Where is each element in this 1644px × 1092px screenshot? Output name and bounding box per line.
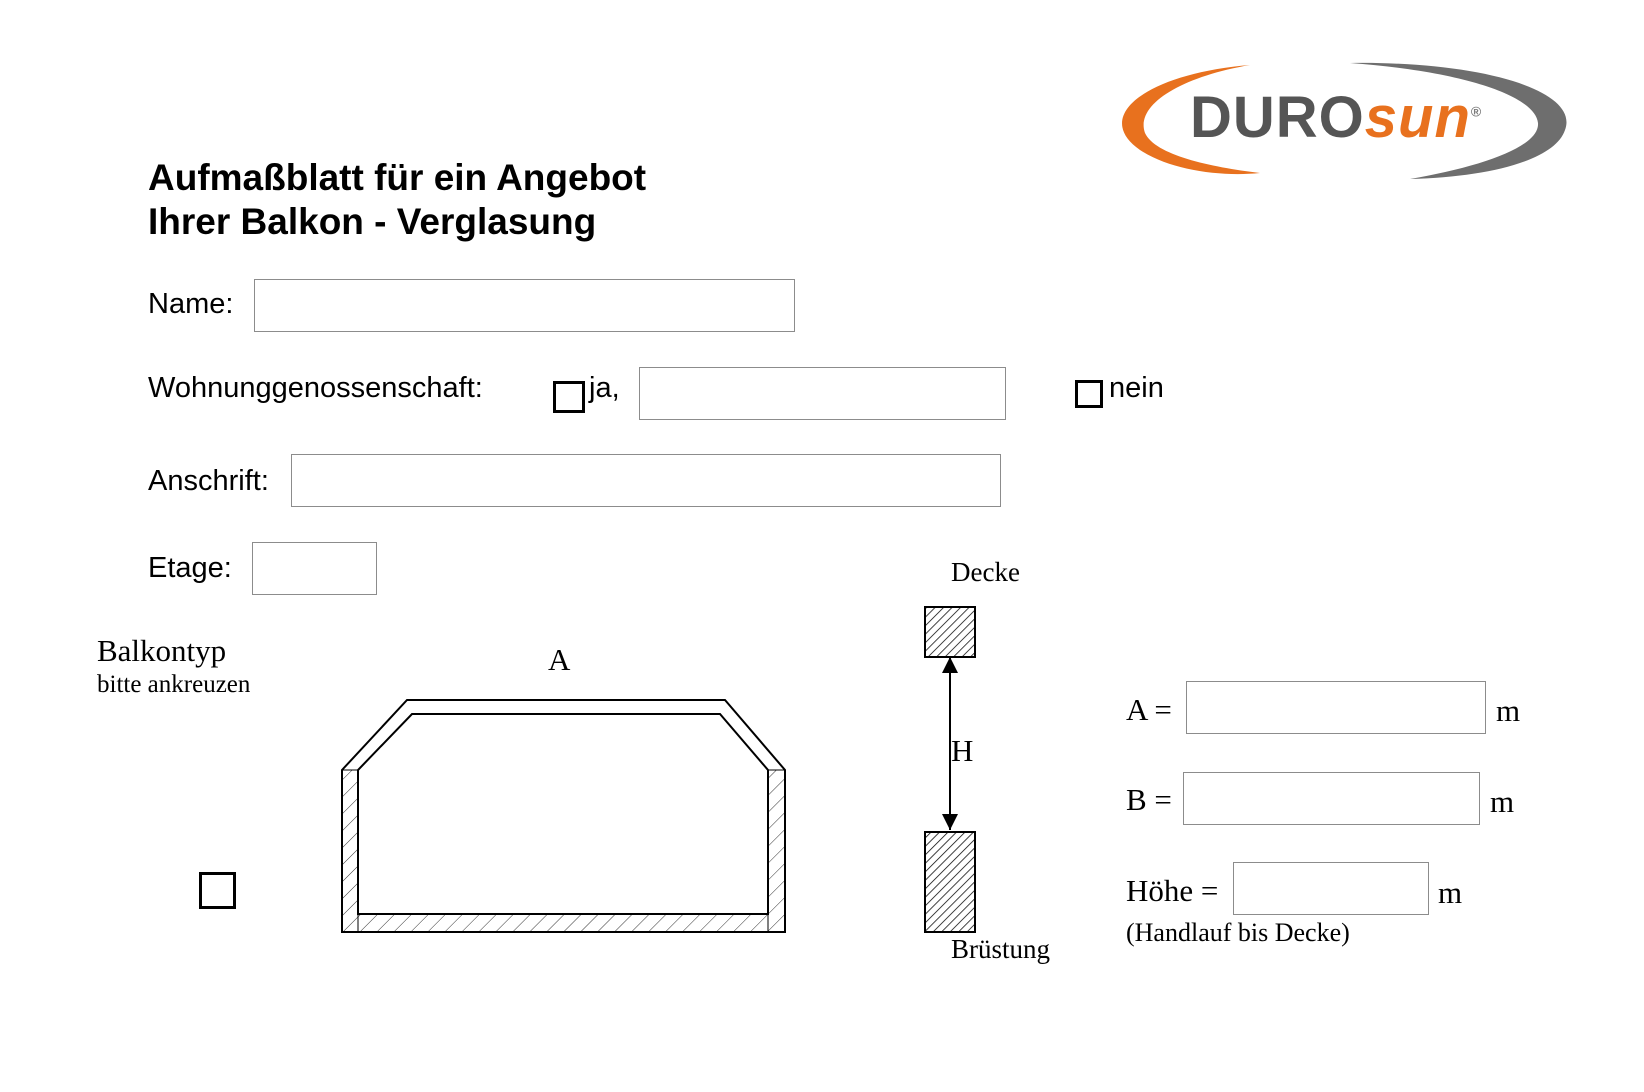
etage-field[interactable] [252,542,377,595]
name-field[interactable] [254,279,795,332]
hoehe-unit: m [1438,875,1463,910]
nein-label: nein [1109,372,1164,404]
hoehe-note: (Handlauf bis Decke) [1126,918,1350,947]
ja-checkbox[interactable] [553,381,585,413]
decke-label: Decke [951,557,1020,587]
logo-text-duro: DURO [1190,85,1365,150]
genossenschaft-label: Wohnunggenossenschaft: [148,372,483,404]
hoehe-value-field[interactable] [1233,862,1429,915]
b-equals-label: B = [1126,782,1172,817]
anschrift-field[interactable] [291,454,1001,507]
anschrift-label: Anschrift: [148,465,269,497]
balkontyp-checkbox[interactable] [199,872,236,909]
genossenschaft-field[interactable] [639,367,1006,420]
nein-checkbox[interactable] [1075,380,1103,408]
hoehe-equals-label: Höhe = [1126,873,1219,908]
a-unit: m [1496,693,1521,728]
b-unit: m [1490,784,1515,819]
etage-label: Etage: [148,552,232,584]
ja-label: ja, [589,372,620,404]
a-equals-label: A = [1126,692,1172,727]
a-value-field[interactable] [1186,681,1486,734]
name-label: Name: [148,288,234,320]
height-h-label: H [951,733,974,768]
section-drawing [920,605,980,935]
logo-text-sun: sun [1364,85,1471,150]
logo-text [1190,84,1482,151]
b-value-field[interactable] [1183,772,1480,825]
registered-mark: ® [1470,103,1483,120]
bruestung-label: Brüstung [951,934,1051,964]
page-title [148,156,646,244]
title-line-1: Aufmaßblatt für ein Angebot [148,157,647,198]
title-line-2: Ihrer Balkon - Verglasung [148,201,597,242]
balkontyp-subtitle: bitte ankreuzen [97,671,251,698]
balcony-plan-drawing [330,690,800,940]
balkontyp-title: Balkontyp [97,633,227,668]
dimension-a-label: A [548,642,571,677]
